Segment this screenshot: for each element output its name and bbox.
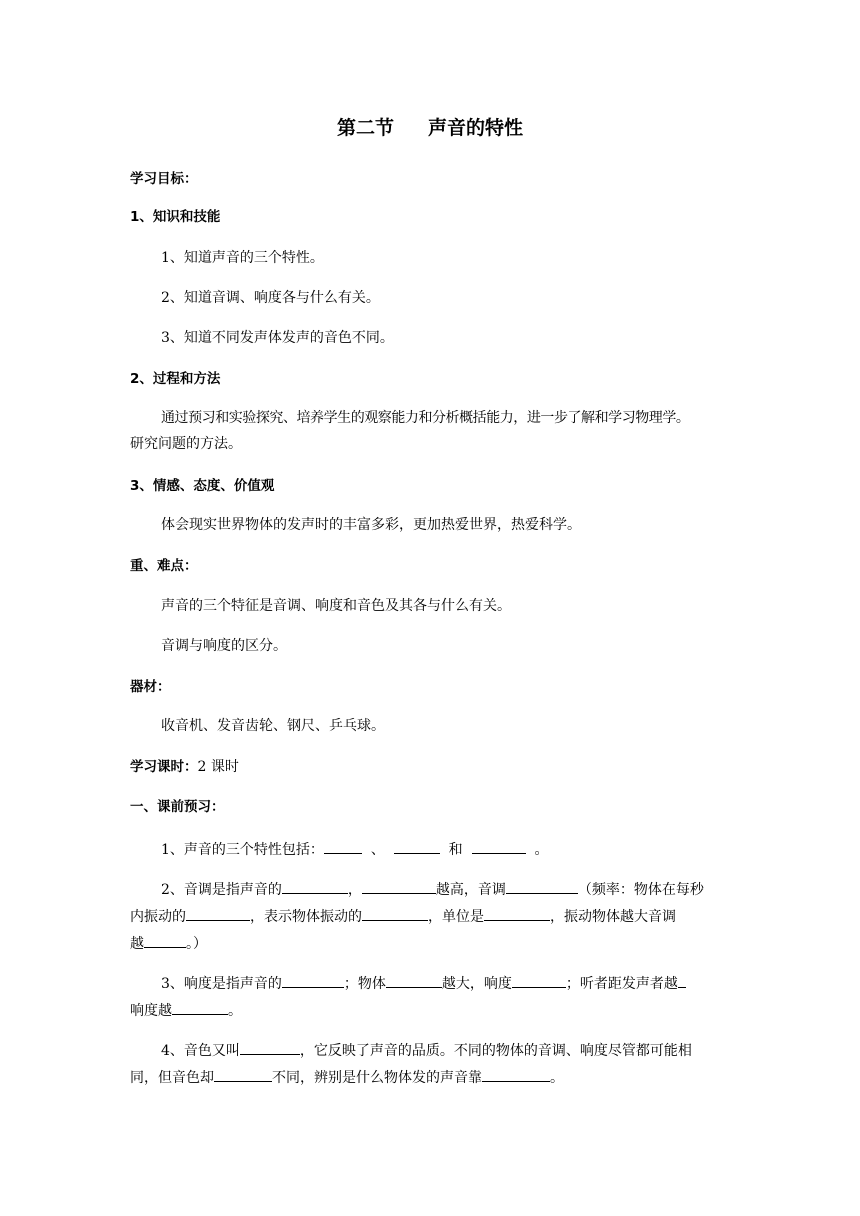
keypoint-item: 音调与响度的区分。 [161,638,287,654]
question-4-line [161,1040,741,1060]
q2-blank-4[interactable] [186,906,250,921]
q2-blank-7[interactable] [144,933,186,948]
q2-text: 内振动的 [130,909,186,925]
question-1 [161,839,741,859]
q3-text: ；物体 [343,976,386,992]
section1-heading: 1、知识和技能 [130,209,221,225]
q4-blank-1[interactable] [240,1040,300,1055]
q3-text: 越大，响度 [441,976,512,992]
lesson-hours [130,758,740,776]
q1-blank-3[interactable] [472,839,526,854]
q1-blank-2[interactable] [394,839,440,854]
question-3-line [161,973,741,993]
q2-text: 越高，音调 [435,882,506,898]
keypoint-item: 声音的三个特征是音调、响度和音色及其各与什么有关。 [161,598,511,614]
q1-text: 1、声音的三个特性包括： [161,842,324,858]
q4-text: 同，但音色却 [130,1070,214,1086]
materials-text: 收音机、发音齿轮、钢尺、乒乓球。 [161,718,385,734]
q2-blank-3[interactable] [506,879,578,894]
q2-text: ，表示物体振动的 [250,909,362,925]
q2-blank-6[interactable] [484,906,550,921]
section2-heading: 2、过程和方法 [130,371,221,387]
q4-text: 。 [550,1070,564,1086]
q3-text: ；听者距发声者越 [565,976,678,992]
question-2-line [161,879,741,899]
q2-blank-1[interactable] [282,879,348,894]
question-2-line [130,933,740,953]
q4-text: 不同，辨别是什么物体发的声音靠 [272,1070,482,1086]
q2-text: ，单位是 [428,909,484,925]
q2-text: ， [347,882,362,898]
section2-text-line: 通过预习和实验探究、培养学生的观察能力和分析概括能力，进一步了解和学习物理学。 [161,410,690,426]
keypoints-heading: 重、难点： [130,558,198,574]
question-2-line [130,906,740,926]
title-section-number: 第二节 [336,117,394,139]
page-title [0,116,860,140]
objectives-heading: 学习目标： [130,171,198,187]
q3-text: 。 [228,1003,242,1019]
q2-text: 。） [186,936,207,952]
q2-blank-5[interactable] [362,906,428,921]
title-topic: 声音的特性 [428,117,524,139]
q1-blank-1[interactable] [324,839,362,854]
q1-text: 和 [448,842,463,858]
q3-blank-3[interactable] [512,973,566,988]
q2-text: ，振动物体越大音调 [550,909,676,925]
hours-label: 学习课时： [130,759,198,775]
materials-heading: 器材： [130,679,171,695]
q3-blank-1[interactable] [282,973,344,988]
section2-text-line: 研究问题的方法。 [130,436,242,452]
q2-blank-2[interactable] [362,879,436,894]
q3-blank-2[interactable] [386,973,442,988]
q4-blank-3[interactable] [482,1067,550,1082]
hours-value: 2 课时 [197,759,239,775]
q3-blank-4[interactable] [678,973,686,988]
section1-item: 3、知道不同发声体发声的音色不同。 [161,330,394,346]
q3-text: 响度越 [130,1003,172,1019]
q2-text: 2、音调是指声音的 [161,882,282,898]
q1-text: 、 [370,842,385,858]
preview-heading: 一、课前预习： [130,799,225,815]
q2-text: 越 [130,936,144,952]
q2-text: （频率：物体在每秒 [577,882,704,898]
section1-item: 1、知道声音的三个特性。 [161,250,324,266]
question-4-line [130,1067,740,1087]
q4-text: 4、音色又叫 [161,1043,240,1059]
q3-blank-5[interactable] [172,1000,228,1015]
q1-text: 。 [534,842,549,858]
section3-text: 体会现实世界物体的发声时的丰富多彩，更加热爱世界，热爱科学。 [161,517,581,533]
section3-heading: 3、情感、态度、价值观 [130,478,275,494]
section1-item: 2、知道音调、响度各与什么有关。 [161,290,380,306]
q4-blank-2[interactable] [214,1067,272,1082]
question-3-line [130,1000,740,1020]
q3-text: 3、响度是指声音的 [161,976,282,992]
q4-text: ，它反映了声音的品质。不同的物体的音调、响度尽管都可能相 [299,1043,692,1059]
